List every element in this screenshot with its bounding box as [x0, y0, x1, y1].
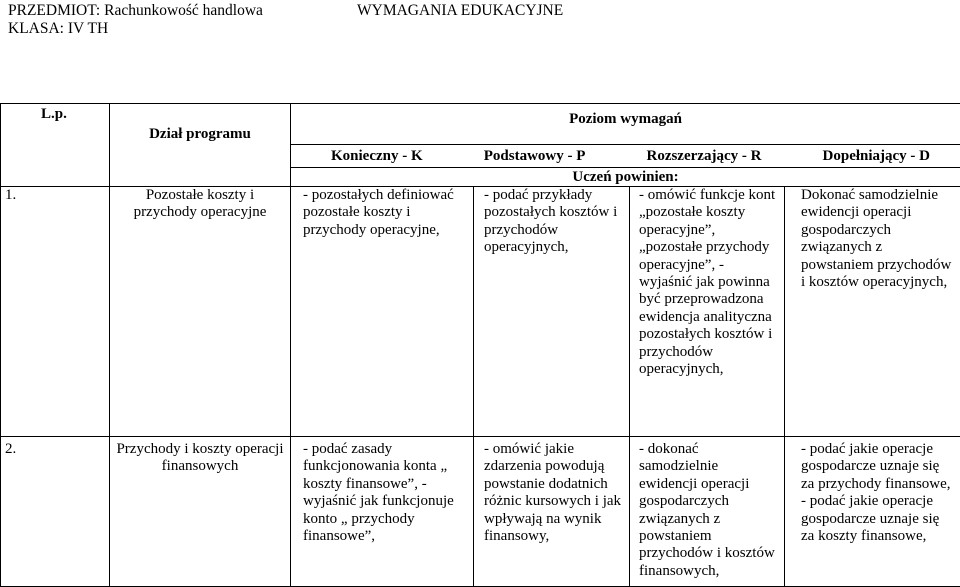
row-dopelniajacy: Dokonać samodzielnie ewidencji operacji gospodarczych związanych z powstaniem przychodów i kosztów operacyjnych,	[785, 187, 960, 437]
column-header-dzial	[110, 104, 291, 187]
level-podstawowy: Podstawowy - P	[484, 145, 586, 167]
row-number: 2.	[1, 437, 110, 587]
row-dopelniajacy: - podać jakie operacje gospodarcze uznaje się za przychody finansowe, - podać jakie operacje gospodarcze uznaje się za koszty finansowe,	[785, 437, 960, 587]
row-dzial: Pozostałe koszty i przychody operacyjne	[110, 187, 291, 437]
requirements-table	[0, 103, 960, 587]
table-row	[1, 437, 960, 587]
level-rozszerzajacy: Rozszerzający - R	[646, 145, 761, 167]
document-title: WYMAGANIA EDUKACYJNE	[357, 2, 563, 20]
poziom-label: Poziom wymagań	[291, 104, 960, 145]
table-row	[1, 187, 960, 437]
row-podstawowy: - podać przykłady pozostałych kosztów i przychodów operacyjnych,	[474, 187, 630, 437]
levels-row	[291, 145, 960, 168]
row-rozszerzajacy: - dokonać samodzielnie ewidencji operacji gospodarczych związanych z powstaniem przychodów i kosztów finansowych,	[630, 437, 785, 587]
class-line: KLASA: IV TH	[8, 20, 263, 38]
row-dzial: Przychody i koszty operacji finansowych	[110, 437, 291, 587]
dzial-label: Dział programu	[149, 126, 251, 142]
level-konieczny: Konieczny - K	[331, 145, 423, 167]
row-number: 1.	[1, 187, 110, 437]
row-rozszerzajacy: - omówić funkcje kont „pozostałe koszty operacyjne”, „pozostałe przychody operacyjne”, - wyjaśnić jak powinna być przeprowadzona ewidencja analityczna pozostałych kosztów i przychodów operacyjnych,	[630, 187, 785, 437]
uczen-powinien: Uczeń powinien:	[291, 168, 960, 186]
subject-line: PRZEDMIOT: Rachunkowość handlowa	[8, 2, 263, 20]
row-podstawowy: - omówić jakie zdarzenia powodują powstanie dodatnich różnic kursowych i jak wpływają na wynik finansowy,	[474, 437, 630, 587]
document-header	[8, 2, 263, 38]
column-header-poziom	[291, 104, 960, 187]
level-dopelniajacy: Dopełniający - D	[823, 145, 931, 167]
row-konieczny: - pozostałych definiować pozostałe koszty i przychody operacyjne,	[291, 187, 474, 437]
row-konieczny: - podać zasady funkcjonowania konta „ koszty finansowe”, - wyjaśnić jak funkcjonuje konto „ przychody finansowe”,	[291, 437, 474, 587]
lp-label: L.p.	[41, 106, 67, 122]
column-header-lp	[1, 104, 110, 187]
